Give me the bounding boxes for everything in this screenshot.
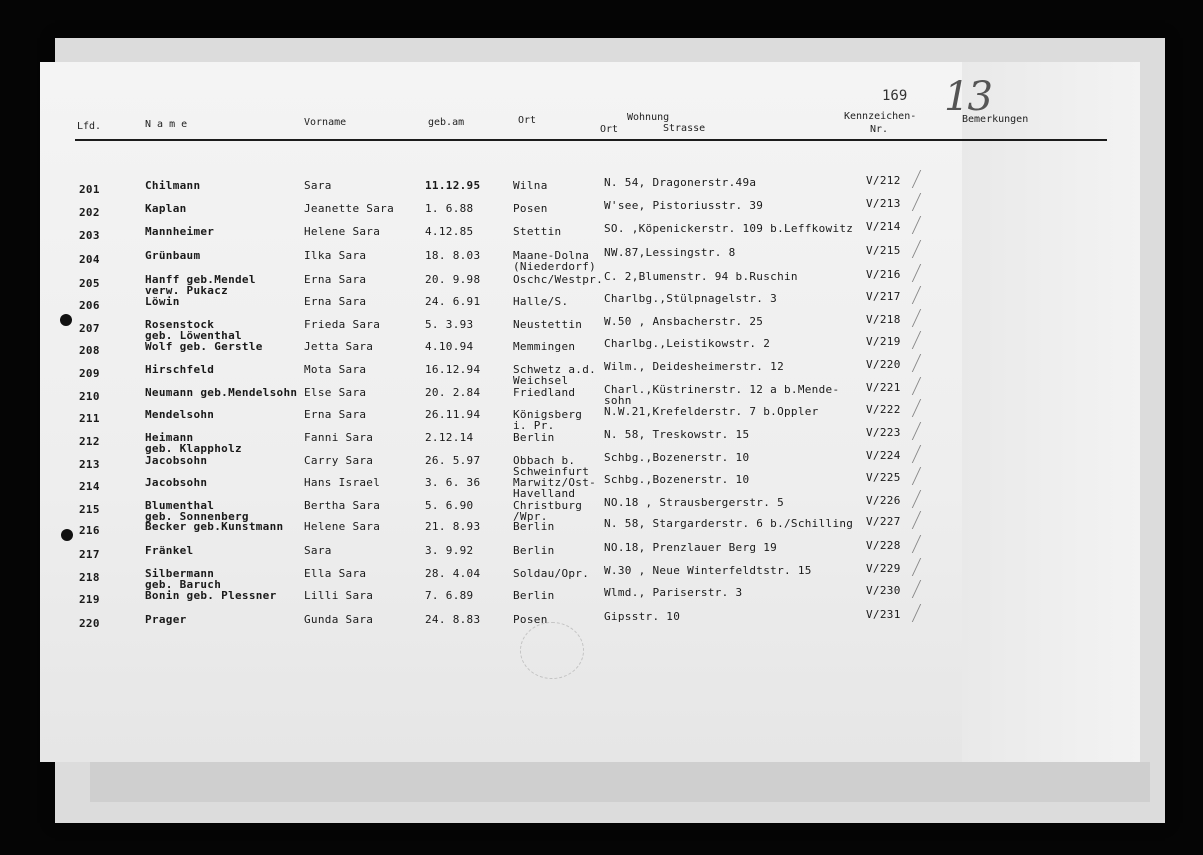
row-birth-date: 26.11.94 [425,408,481,421]
row-birth-place: Soldau/Opr. [513,567,590,580]
row-kennzeichen: V/224 [866,449,901,462]
row-number: 202 [79,206,100,219]
row-address: Charlbg.,Stülpnagelstr. 3 [604,292,778,305]
row-birth-date: 4.10.94 [425,340,474,353]
row-vorname: Helene Sara [304,225,381,238]
row-name: geb. Klappholz [145,442,242,455]
row-kennzeichen: V/215 [866,244,901,257]
row-birth-date: 18. 8.03 [425,249,481,262]
row-address: Charlbg.,Leistikowstr. 2 [604,337,771,350]
row-birth-date: 26. 5.97 [425,454,481,467]
row-address: NW.87,Lessingstr. 8 [604,246,736,259]
row-vorname: Frieda Sara [304,318,381,331]
row-name: Bonin geb. Plessner [145,589,277,602]
row-birth-date: 4.12.85 [425,225,474,238]
row-number: 219 [79,593,100,606]
row-vorname: Erna Sara [304,408,367,421]
row-kennzeichen: V/227 [866,515,901,528]
header-wohnung-ort: Ort [600,124,619,135]
row-kennzeichen: V/214 [866,220,901,233]
row-kennzeichen: V/213 [866,197,901,210]
row-birth-place: Oschc/Westpr. [513,273,603,286]
row-birth-place: Schweinfurt [513,465,590,478]
row-vorname: Jetta Sara [304,340,374,353]
row-kennzeichen: V/228 [866,539,901,552]
row-vorname: Sara [304,179,332,192]
row-name: geb. Sonnenberg [145,510,249,523]
row-kennzeichen: V/220 [866,358,901,371]
row-vorname: Carry Sara [304,454,374,467]
row-kennzeichen: V/216 [866,268,901,281]
row-address: W'see, Pistoriusstr. 39 [604,199,764,212]
row-birth-place: Wilna [513,179,548,192]
header-geb-am: geb.am [428,117,465,128]
header-wohnung: Wohnung [627,112,670,123]
row-kennzeichen: V/230 [866,584,901,597]
row-address: Gipsstr. 10 [604,610,681,623]
row-address: NO.18, Prenzlauer Berg 19 [604,541,778,554]
row-address: SO. ,Köpenickerstr. 109 b.Leffkowitz [604,222,854,235]
row-birth-place: Christburg [513,499,583,512]
header-rule [75,139,1107,141]
row-kennzeichen: V/231 [866,608,901,621]
row-birth-place: Stettin [513,225,562,238]
row-number: 203 [79,229,100,242]
row-number: 205 [79,277,100,290]
row-birth-place: Posen [513,202,548,215]
row-name: Jacobsohn [145,454,208,467]
header-bemerkungen: Bemerkungen [962,114,1029,125]
row-address: Charl.,Küstrinerstr. 12 a b.Mende- [604,383,840,396]
row-kennzeichen: V/218 [866,313,901,326]
row-name: Mendelsohn [145,408,215,421]
row-address: Schbg.,Bozenerstr. 10 [604,473,750,486]
row-birth-place: Berlin [513,431,555,444]
row-birth-date: 20. 2.84 [425,386,481,399]
row-name: Hanff geb.Mendel [145,273,256,286]
row-name: Chilmann [145,179,201,192]
lower-sheet-edge [90,762,1150,802]
row-kennzeichen: V/226 [866,494,901,507]
row-birth-place: Weichsel [513,374,569,387]
row-birth-place: Königsberg [513,408,583,421]
row-name: Blumenthal [145,499,215,512]
row-birth-date: 21. 8.93 [425,520,481,533]
row-number: 201 [79,183,100,196]
row-name: Löwin [145,295,180,308]
row-birth-date: 2.12.14 [425,431,474,444]
row-number: 212 [79,435,100,448]
row-name: Silbermann [145,567,215,580]
row-birth-date: 11.12.95 [425,179,481,192]
row-number: 204 [79,253,100,266]
row-vorname: Helene Sara [304,520,381,533]
row-vorname: Hans Israel [304,476,381,489]
row-vorname: Erna Sara [304,295,367,308]
row-name: Fränkel [145,544,194,557]
row-vorname: Ilka Sara [304,249,367,262]
row-address: W.30 , Neue Winterfeldtstr. 15 [604,564,812,577]
row-birth-date: 16.12.94 [425,363,481,376]
row-name: Neumann geb.Mendelsohn [145,386,298,399]
row-vorname: Else Sara [304,386,367,399]
row-birth-place: Neustettin [513,318,583,331]
remarks-column-area [962,62,1140,762]
row-birth-date: 7. 6.89 [425,589,474,602]
row-number: 214 [79,480,100,493]
row-kennzeichen: V/225 [866,471,901,484]
row-kennzeichen: V/217 [866,290,901,303]
row-kennzeichen: V/221 [866,381,901,394]
row-birth-date: 1. 6.88 [425,202,474,215]
row-number: 210 [79,390,100,403]
row-vorname: Ella Sara [304,567,367,580]
header-strasse: Strasse [663,123,706,134]
row-address: N. 58, Stargarderstr. 6 b./Schilling [604,517,854,530]
row-name: Heimann [145,431,194,444]
row-birth-date: 20. 9.98 [425,273,481,286]
row-birth-date: 24. 8.83 [425,613,481,626]
row-birth-date: 5. 3.93 [425,318,474,331]
row-birth-place: Berlin [513,520,555,533]
header-lfd: Lfd. [77,121,102,132]
row-name: geb. Löwenthal [145,329,242,342]
header-vorname: Vorname [304,117,347,128]
row-number: 206 [79,299,100,312]
header-name: N a m e [145,119,188,130]
row-vorname: Fanni Sara [304,431,374,444]
handwritten-number: 13 [944,74,991,120]
row-vorname: Bertha Sara [304,499,381,512]
header-ort: Ort [518,115,537,126]
faint-stamp [520,622,584,679]
punch-hole [61,529,73,541]
row-birth-place: Berlin [513,544,555,557]
row-birth-place: Halle/S. [513,295,569,308]
row-vorname: Sara [304,544,332,557]
row-birth-place: i. Pr. [513,419,555,432]
punch-hole [60,314,72,326]
row-vorname: Gunda Sara [304,613,374,626]
row-kennzeichen: V/212 [866,174,901,187]
row-name: geb. Baruch [145,578,222,591]
row-address: W.50 , Ansbacherstr. 25 [604,315,764,328]
row-name: Becker geb.Kunstmann [145,520,284,533]
row-number: 218 [79,571,100,584]
row-number: 220 [79,617,100,630]
row-birth-date: 3. 6. 36 [425,476,481,489]
row-vorname: Jeanette Sara [304,202,394,215]
row-birth-place: Memmingen [513,340,576,353]
row-kennzeichen: V/223 [866,426,901,439]
row-name: Mannheimer [145,225,215,238]
row-birth-place: Schwetz a.d. [513,363,597,376]
row-birth-place: Friedland [513,386,576,399]
row-address: C. 2,Blumenstr. 94 b.Ruschin [604,270,798,283]
row-address: Wilm., Deidesheimerstr. 12 [604,360,784,373]
row-birth-place: Marwitz/Ost- [513,476,597,489]
row-address: Schbg.,Bozenerstr. 10 [604,451,750,464]
row-number: 209 [79,367,100,380]
row-birth-date: 3. 9.92 [425,544,474,557]
row-name: Kaplan [145,202,187,215]
row-name: Grünbaum [145,249,201,262]
row-birth-place: Posen [513,613,548,626]
row-number: 217 [79,548,100,561]
row-birth-place: Havelland [513,487,576,500]
row-address: sohn [604,394,632,407]
row-number: 207 [79,322,100,335]
row-address: NO.18 , Strausbergerstr. 5 [604,496,784,509]
row-address: Wlmd., Pariserstr. 3 [604,586,743,599]
page-number: 169 [882,88,908,104]
row-name: Wolf geb. Gerstle [145,340,263,353]
row-number: 215 [79,503,100,516]
row-number: 211 [79,412,100,425]
row-vorname: Erna Sara [304,273,367,286]
row-kennzeichen: V/229 [866,562,901,575]
row-number: 216 [79,524,100,537]
row-birth-place: Maane-Dolna [513,249,590,262]
row-birth-place: Obbach b. [513,454,576,467]
row-birth-place: /Wpr. [513,510,548,523]
row-name: Jacobsohn [145,476,208,489]
row-vorname: Lilli Sara [304,589,374,602]
row-name: verw. Pukacz [145,284,229,297]
row-address: N. 54, Dragonerstr.49a [604,176,757,189]
header-kennzeichen: Kennzeichen- [844,111,917,122]
row-birth-place: (Niederdorf) [513,260,597,273]
row-birth-date: 24. 6.91 [425,295,481,308]
row-birth-date: 28. 4.04 [425,567,481,580]
row-address: N.W.21,Krefelderstr. 7 b.Oppler [604,405,819,418]
row-address: N. 58, Treskowstr. 15 [604,428,750,441]
row-vorname: Mota Sara [304,363,367,376]
row-name: Rosenstock [145,318,215,331]
row-number: 213 [79,458,100,471]
row-kennzeichen: V/222 [866,403,901,416]
row-name: Prager [145,613,187,626]
header-nr: Nr. [870,124,889,135]
row-birth-date: 5. 6.90 [425,499,474,512]
row-birth-place: Berlin [513,589,555,602]
row-kennzeichen: V/219 [866,335,901,348]
row-name: Hirschfeld [145,363,215,376]
row-number: 208 [79,344,100,357]
